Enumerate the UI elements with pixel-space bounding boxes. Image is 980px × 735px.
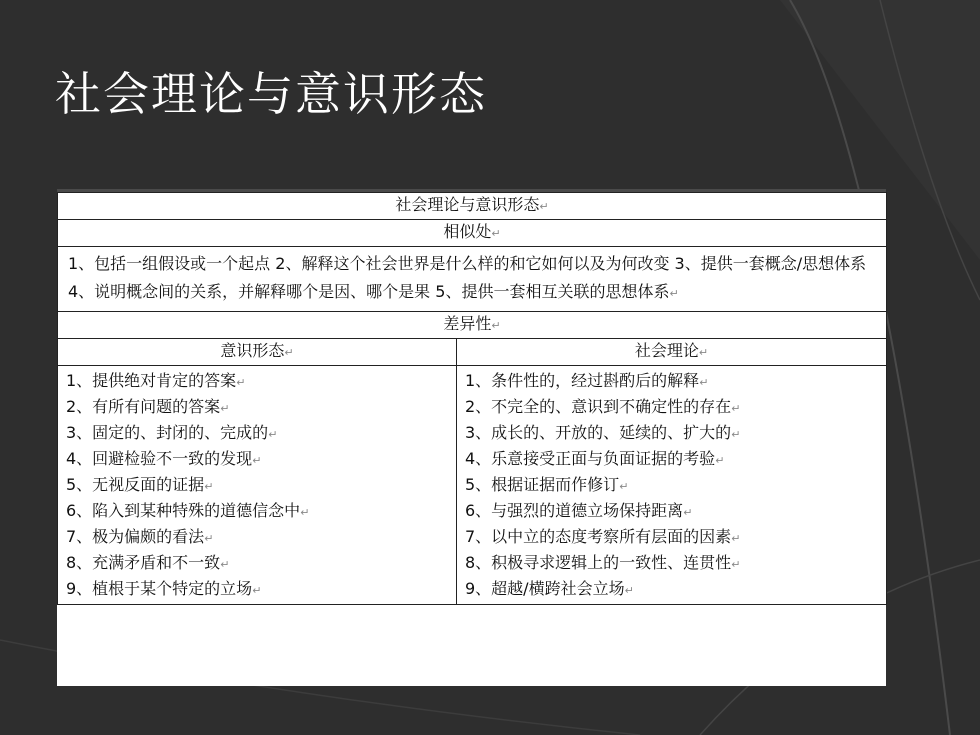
comparison-table-image	[57, 189, 886, 686]
list-item: 9、超越/横跨社会立场↵	[465, 579, 634, 598]
list-item: 2、有所有问题的答案↵	[66, 397, 230, 416]
difference-header: 差异性	[443, 314, 492, 333]
column-header-ideology-label: 意识形态	[220, 341, 285, 360]
column-header-social-theory	[457, 339, 887, 366]
list-item: 7、以中立的态度考察所有层面的因素↵	[465, 527, 741, 546]
social-theory-list	[457, 366, 887, 605]
comparison-table	[57, 192, 887, 605]
list-item: 1、条件性的，经过斟酌后的解释↵	[465, 371, 709, 390]
list-item: 7、极为偏颇的看法↵	[66, 527, 214, 546]
list-item: 4、回避检验不一致的发现↵	[66, 449, 262, 468]
list-item: 5、无视反面的证据↵	[66, 475, 214, 494]
similarity-header: 相似处	[443, 222, 492, 241]
list-item: 8、充满矛盾和不一致↵	[66, 553, 230, 572]
similarity-text: 1、包括一组假设或一个起点 2、解释这个社会世界是什么样的和它如何以及为何改变 3、提供一套概念/思想体系 4、说明概念间的关系，并解释哪个是因、哪个是果 5、提供一套相互关联的思想体系	[68, 254, 867, 301]
column-header-social-theory-label: 社会理论	[634, 341, 699, 360]
paragraph-mark: ↵	[669, 287, 679, 300]
paragraph-mark: ↵	[698, 346, 709, 359]
list-item: 6、陷入到某种特殊的道德信念中↵	[66, 501, 310, 520]
table-title-cell	[58, 193, 887, 220]
similarity-header-cell	[58, 220, 887, 247]
paragraph-mark: ↵	[539, 200, 549, 213]
list-item: 4、乐意接受正面与负面证据的考验↵	[465, 449, 725, 468]
list-item: 9、植根于某个特定的立场↵	[66, 579, 262, 598]
list-item: 3、固定的、封闭的、完成的↵	[66, 423, 278, 442]
ideology-list	[58, 366, 457, 605]
paragraph-mark: ↵	[284, 346, 294, 359]
list-item: 6、与强烈的道德立场保持距离↵	[465, 501, 693, 520]
list-item: 1、提供绝对肯定的答案↵	[66, 371, 246, 390]
slide-title: 社会理论与意识形态	[55, 67, 487, 121]
paragraph-mark: ↵	[491, 227, 501, 240]
column-header-ideology	[58, 339, 457, 366]
paragraph-mark: ↵	[491, 319, 501, 332]
list-item: 3、成长的、开放的、延续的、扩大的↵	[465, 423, 741, 442]
list-item: 8、积极寻求逻辑上的一致性、连贯性↵	[465, 553, 741, 572]
table-title: 社会理论与意识形态	[395, 195, 540, 214]
list-item: 2、不完全的、意识到不确定性的存在↵	[465, 397, 741, 416]
similarity-text-cell	[58, 247, 887, 312]
difference-header-cell	[58, 312, 887, 339]
list-item: 5、根据证据而作修订↵	[465, 475, 629, 494]
